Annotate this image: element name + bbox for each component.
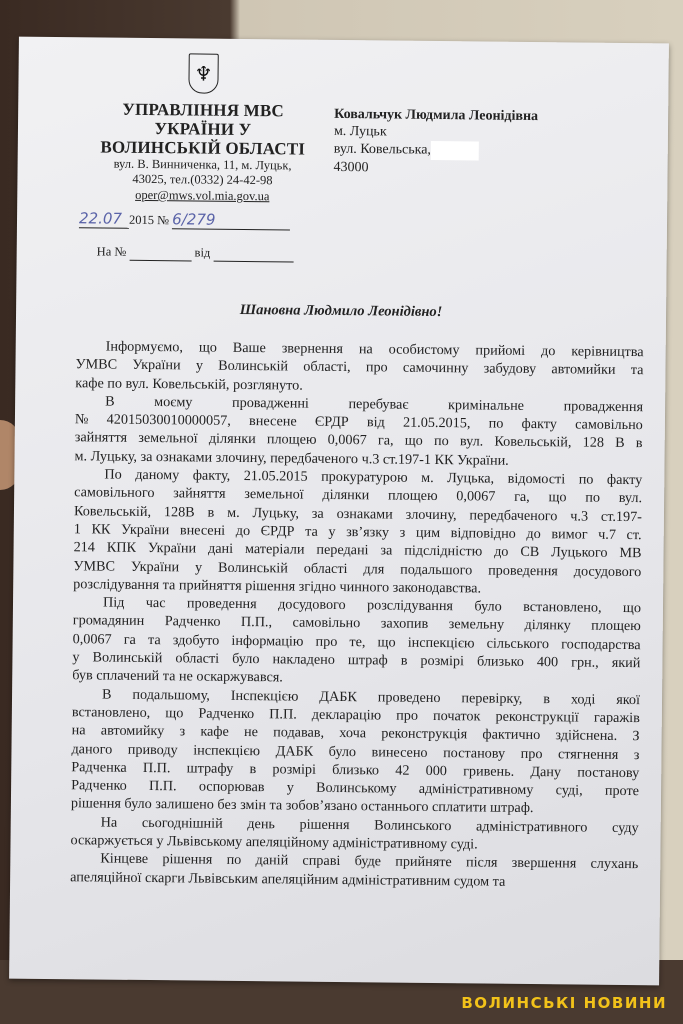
- text-line: Інформуємо, що Ваше звернення на особистому прийомі до керівництва: [105, 338, 644, 361]
- text-line: Ковельській, 128В в м. Луцьку, за ознаками злочину, передбаченого ч.3 ст.197-: [73, 502, 643, 525]
- text-line: зайняття земельної ділянки площею 0,0067 га, що по вул. Ковельській, 128 В в: [74, 429, 643, 452]
- paragraph: [74, 392, 643, 471]
- recipient-block: [334, 106, 539, 178]
- recipient-street: вул. Ковельська,: [333, 141, 432, 158]
- date-handwritten: 22.07: [79, 209, 129, 229]
- text-line: Радченка П.П. штрафу в розмірі близько 42 000 гривень. Дану постанову: [71, 759, 640, 781]
- text-line: оскаржується у Львівському апеляційному адміністративному суді.: [70, 832, 478, 853]
- ref-label: На №: [96, 244, 127, 259]
- org-email: oper@mws.vol.mia.gov.ua: [135, 187, 270, 204]
- paragraph: [70, 850, 638, 893]
- letter-body: [70, 337, 644, 892]
- text-line: м. Луцьку, за ознаками злочину, передбаченого ч.3 ст.197-1 КК України.: [74, 448, 509, 469]
- text-line: Радченко П.П. оспорював у Волинському адміністративному суді, проте: [71, 777, 640, 800]
- redaction-box: [431, 141, 479, 161]
- text-line: По даному факту, 21.05.2015 прокуратурою м. Луцька, відомості по факту: [104, 466, 643, 489]
- text-line: апеляційної скарги Львівським апеляційним адміністративним судом та: [70, 868, 506, 890]
- paragraph: [75, 337, 644, 398]
- text-line: був сплачений та не оскаржувався.: [72, 667, 283, 686]
- text-line: на автомийку з кафе не подавав, хоча реконструкція фактично здійснена. З: [71, 722, 640, 745]
- text-line: 0,0067 га та здобуто інформацію про те, що інспекцією сільського господарства: [72, 630, 641, 653]
- registration-line: [79, 209, 290, 230]
- letter-page: [9, 37, 669, 986]
- recipient-name: Ковальчук Людмила Леонідівна: [334, 106, 539, 125]
- text-line: розслідування та прийняття рішення згідно чинного законодавства.: [73, 576, 482, 597]
- paragraph: [73, 465, 642, 599]
- org-name-line: ВОЛИНСЬКІЙ ОБЛАСТІ: [100, 137, 306, 159]
- text-line: В подальшому, Інспекцією ДАБК проведено перевірку, в ході якої: [101, 686, 641, 708]
- paragraph: [70, 813, 638, 856]
- org-address-line: 43025, тел.(0332) 24-42-98: [132, 171, 273, 188]
- year-label: 2015 №: [128, 212, 170, 228]
- org-name-line: УПРАВЛІННЯ МВС: [122, 99, 285, 121]
- text-line: рішення було залишено без змін та зобов’язано останнього сплатити штраф.: [70, 795, 534, 817]
- text-line: встановлено, що Радченко П.П. декларацію про початок реконструкції гаражів: [71, 704, 640, 727]
- ref-from-label: від: [194, 245, 211, 260]
- text-line: Кінцеве рішення по даній справі буде прийняте після звершення слухань: [100, 850, 639, 873]
- number-handwritten: 6/279: [172, 210, 290, 230]
- text-line: Під час проведення досудового розслідування було встановлено, що: [102, 594, 642, 617]
- paragraph: [71, 685, 640, 819]
- trident-coat-of-arms-icon: ♆: [188, 53, 218, 93]
- sender-block: [87, 99, 318, 204]
- recipient-city: м. Луцьк: [333, 123, 387, 140]
- text-line: самовільного зайняття земельної ділянки площею 0,0067 га, що по вул.: [74, 484, 643, 507]
- org-name-line: УКРАЇНИ У: [154, 119, 252, 140]
- recipient-zip: 43000: [333, 159, 369, 176]
- text-line: 214 КПК України дані матеріали передані за підслідністю до СВ Луцького МВ: [73, 539, 642, 562]
- text-line: УМВС України у Волинській області для подальшого проведення досудового: [73, 557, 642, 580]
- text-line: громадянин Радченко П.П., самовільно захопив земельну ділянку площею: [72, 612, 641, 635]
- text-line: кафе по вул. Ковельській, розглянуто.: [75, 374, 303, 394]
- text-line: 1 КК України внесені до ЄРДР та у зв’язку з цим відповідно до вимог ч.7 ст.: [73, 521, 642, 544]
- text-line: УМВС України у Волинській області, про самочинну забудову автомийки та: [75, 356, 644, 379]
- text-line: На сьогоднішній день рішення Волинського адміністративного суду: [100, 814, 639, 836]
- text-line: даного приводу інспекцією ДАБК було винесено постанову про стягнення з: [71, 740, 640, 763]
- org-address-line: вул. В. Винниченка, 11, м. Луцьк,: [113, 156, 292, 173]
- text-line: у Волинській області було накладено штраф в розмірі близько 400 грн., який: [72, 649, 641, 672]
- greeting: Шановна Людмило Леонідівно!: [239, 301, 443, 321]
- paragraph: [72, 593, 641, 690]
- watermark-logo: ВОЛИНСЬКІ НОВИНИ: [461, 994, 667, 1012]
- reference-line: [97, 244, 294, 262]
- text-line: № 42015030010000057, внесене ЄРДР від 21.05.2015, по факту самовільно: [74, 411, 643, 434]
- text-line: В моєму провадженні перебуває кримінальне провадження: [105, 393, 644, 416]
